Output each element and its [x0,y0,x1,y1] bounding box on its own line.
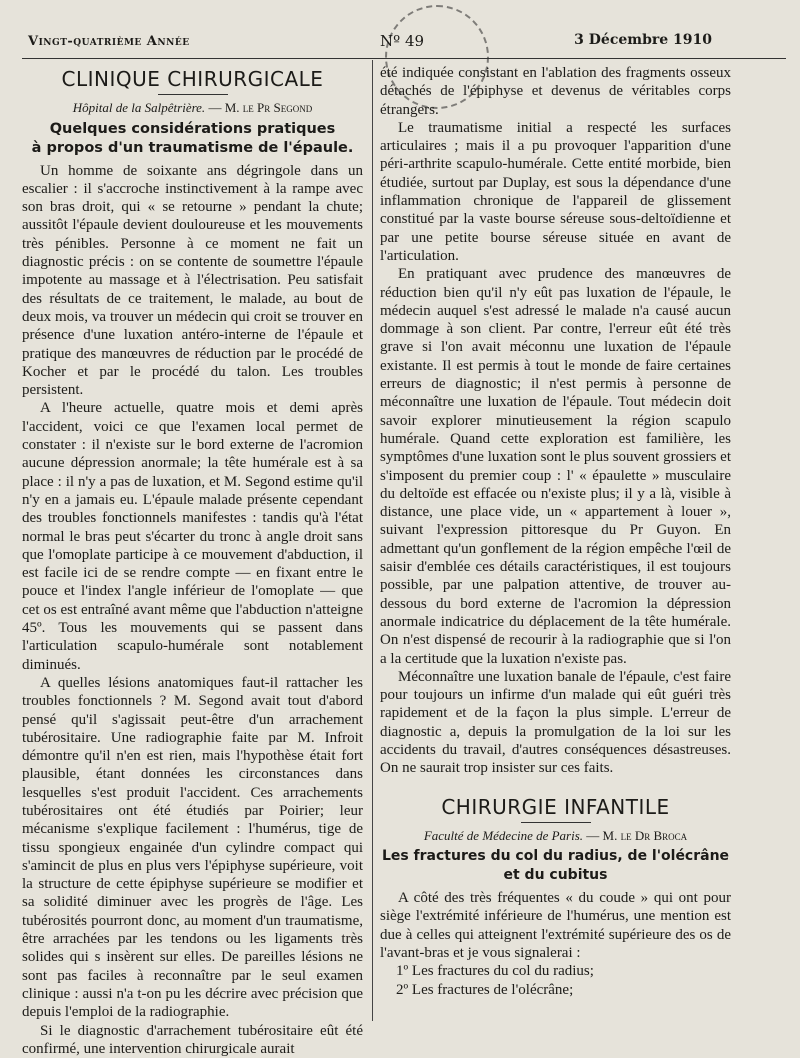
column-divider [372,60,373,1021]
section-rule [158,94,228,95]
right-column [380,64,731,999]
paragraph: En pratiquant avec prudence des manœuvres de réduction bien qu'il n'y eût pas luxation de l'épaule, le médecin auquel s'est adressé le malade n'a causé aucun dommage à son client. Par contre, l'erreur eût été très grave si l'on avait méconnu une luxation de l'épaule existante. Il est permis à tout le monde de faire certaines erreurs de diagnostic; il n'est permis à personne de méconnaître une luxation de l'épaule. Tout médecin doit savoir explorer minutieusement la région scapulo humérale. Quand cette exploration est familière, les symptômes d'une luxation sont le plus souvent grossiers et s'imposent du premier coup : l' « épaulette » musculaire du deltoïde est effacée ou n'existe plus; il y a là, visible à distance, une place vide, un « appartement à louer », suivant l'expression pittoresque du Pr Guyon. En admettant qu'un gonflement de la région empêche l'œil de saisir d'emblée ces détails caractéristiques, il est toujours possible, par une palpation attentive, de trouver au-dessous du bord externe de l'acromion la dépression anormale indicatrice du déplacement de la tête humérale. On n'est dispensé de recourir à la radiographie que si l'on a la certitude que la luxation n'existe pas. [380,266,732,667]
fracture-list [396,962,731,999]
section-title-clinique: CLINIQUE CHIRURGICALE [61,67,324,91]
list-item: 1º Les fractures du col du radius; [396,963,594,980]
issue-date: 3 Décembre 1910 [574,32,712,48]
section-rule [521,822,591,823]
byline-author: — M. le Pr Segond [205,100,313,116]
byline-clinique [22,99,363,117]
running-header [28,30,782,54]
paragraph-continued: été indiquée consistant en l'ablation des fragments osseux détachés de l'épiphyse et devenus de véritables corps étrangers. [380,65,731,118]
byline-infantile [380,827,731,845]
paragraph: A côté des très fréquentes « du coude » qui ont pour siège l'extrémité inférieure de l'humérus, une mention est due à celles qui atteignent l'extrémité supérieure des os de l'avant-bras et je vous signalerai : [380,890,731,962]
list-item: 2º Les fractures de l'olécrâne; [396,981,574,998]
section-title-infantile: CHIRURGIE INFANTILE [441,794,670,819]
byline-place: Faculté de Médecine de Paris. [423,827,584,843]
article-title-line-2: à propos d'un traumatisme de l'épaule. [31,139,354,156]
article-title-line-1: Quelques considérations pratiques [49,120,336,137]
left-column [22,64,363,1058]
header-rule [22,58,786,59]
year-label: Vingt-quatrième Année [28,34,190,49]
paragraph: A l'heure actuelle, quatre mois et demi après l'accident, voici ce que l'examen local permet de constater : il n'existe sur le bord externe de l'acromion aucune dépression anormale; la tête humérale est à sa place : il n'y a pas de luxation, et M. Segond estime qu'il n'y en a jamais eu. L'épaule malade présente cependant des troubles fonctionnels manifestes : tandis qu'à l'état normal le bras peut s'écarter du tronc à angle droit sans que l'omoplate participe à ce mouvement d'abduction, il est facile ici de se rendre compte — en fixant entre le pouce et l'index l'angle inférieur de l'omoplate — que cet os est entraîné avant même que l'abduction n'atteigne 45º. Tous les mouvements qui se passent dans l'articulation scapulo-humérale sont notablement diminués. [22,400,363,673]
paragraph: Si le diagnostic d'arrachement tubérositaire eût été confirmé, une intervention chirurgicale aurait [22,1022,363,1057]
byline-author: — M. le Dr Broca [583,827,688,843]
paragraph: Méconnaître une luxation banale de l'épaule, c'est faire pour toujours un infirme d'un malade qui eût guéri très rapidement et de la façon la plus simple. L'erreur de diagnostic a, depuis la promulgation de la loi sur les accidents du travail, d'autres conséquences désastreuses. On ne saurait trop insister sur ces faits. [380,668,731,777]
issue-number: Nº 49 [380,32,425,50]
article-title-epaule [22,120,363,158]
article-title-line-1: Les fractures du col du radius, de l'olécrâne [381,848,730,865]
article-title-line-2: et du cubitus [503,867,608,884]
paragraph: Un homme de soixante ans dégringole dans un escalier : il s'accroche instinctivement à la rampe avec son bras droit, qui « se retourne » pendant la chute; aussitôt l'épaule devient douloureuse et les mouvements très pénibles. Personne à ce moment ne fait un diagnostic précis : on se contente de soumettre l'épaule impotente au massage et à l'électrisation. Peu satisfait des résultats de ce traitement, le malade, au bout de deux mois, va trouver un médecin qui croit se trouver en présence d'une luxation antéro-interne de l'épaule et pratique des manœuvres de réduction par le procédé de Kocher et par le procédé du talon. Les troubles persistent. [22,162,363,399]
paragraph: Le traumatisme initial a respecté les surfaces articulaires ; mais il a pu provoquer l'apparition d'une péri-arthrite scapulo-humérale. Cette entité morbide, bien étudiée, surtout par Duplay, est sous la dépendance d'une inflammation chronique de l'appareil de glissement constitué par la vaste bourse séreuse sous-deltoïdienne et par une petite bourse séreuse située en avant de l'articulation. [380,119,731,264]
article-title-fractures [380,847,731,885]
byline-place: Hôpital de la Salpêtrière. [72,100,206,116]
section-gap [380,778,731,792]
paragraph: A quelles lésions anatomiques faut-il rattacher les troubles fonctionnels ? M. Segond avait tout d'abord pensé qu'il s'agissait peut-être d'un arrachement tubérositaire. Une radiographie faite par M. Infroit démontre qu'il n'en est rien, mais l'hypothèse était fort plausible, étant données les circonstances dans lesquelles s'est produit l'accident. Ces arrachements tubérositaires ont été étudiés par Poirier; leur mécanisme s'explique facilement : l'humérus, tige de tissu spongieux engainée d'un cylindre compact qui s'amincit de plus en plus vers l'épiphyse supérieure, voit la structure de cette épiphyse supérieure se modifier et sa solidité diminuer avec les progrès de l'âge. Les tubérosités pourront donc, au moment d'un traumatisme, être arrachées par les tendons ou les ligaments très solides qui s insèrent sur elles. De pareilles lésions ne sont pas faciles à reconnaître par le seul examen clinique : aussi n'a t-on pu les décrire avec précision que depuis l'emploi de la radiographie. [22,674,363,1021]
